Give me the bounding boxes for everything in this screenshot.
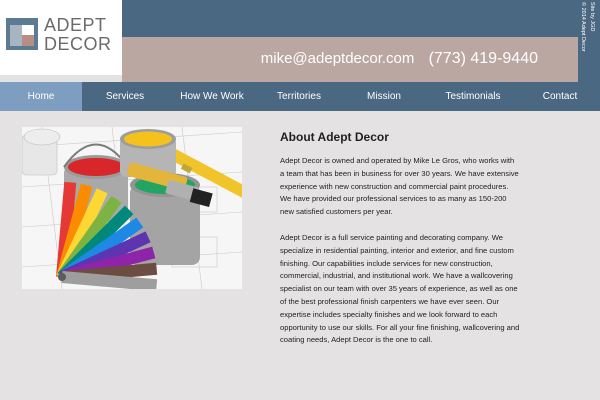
- nav-item-services[interactable]: Services: [105, 91, 145, 102]
- about-paragraph-1: Adept Decor is owned and operated by Mike Le Gros, who works with a team that has been in business for over 30 years. We have extensive experience with new construction and commercial paint procedures. We have provided our professional services to as many as 150-200 new satisfied customers per year.: [280, 156, 519, 217]
- nav-item-territories[interactable]: Territories: [277, 91, 321, 102]
- side-credit-line1[interactable]: Site by JGD: [589, 2, 595, 32]
- logo-text-line2: DECOR: [44, 34, 112, 54]
- about-section: [280, 130, 520, 360]
- header-top-band: [122, 0, 578, 37]
- hero-image: [22, 127, 242, 289]
- nav-item-contact[interactable]: Contact: [542, 91, 578, 102]
- nav-item-home[interactable]: Home: [0, 82, 82, 111]
- site-header: [0, 0, 600, 82]
- about-paragraph-2: Adept Decor is a full service painting and decorating company. We specialize in residential painting, interior and exterior, and fine custom finishing. Our capabilities include services for new construction, commercial, industrial, and institutional work. We have a wallcovering specialist on our team with over 35 years of experience, as well as one of the best professional finish carpenters we have ever seen. Our expertise includes specialty finishes and we look forward to each opportunity to use our skills. For all your fine finishing, wallcovering and coating needs, Adept Decor is the one to call.: [280, 232, 520, 345]
- side-credit[interactable]: [578, 2, 596, 80]
- nav-item-how-we-work[interactable]: How We Work: [180, 91, 244, 102]
- main-nav: [0, 82, 600, 111]
- contact-info: [261, 50, 538, 68]
- email-link[interactable]: mike@adeptdecor.com: [260, 50, 415, 67]
- logo-text-line1: ADEPT: [44, 15, 107, 35]
- page-title: About Adept Decor: [280, 130, 389, 144]
- logo-mark-icon: [6, 18, 38, 50]
- nav-item-mission[interactable]: Mission: [367, 91, 401, 102]
- logo-text: [44, 16, 112, 54]
- paint-supplies-illustration: [22, 127, 242, 289]
- logo[interactable]: [0, 0, 122, 75]
- nav-item-testimonials[interactable]: Testimonials: [445, 91, 501, 102]
- side-credit-strip: [578, 0, 600, 82]
- phone-number[interactable]: (773) 419-9440: [428, 50, 538, 67]
- side-credit-line2: © 2014 Adept Decor: [580, 2, 586, 52]
- blueprint-roll: [22, 129, 60, 175]
